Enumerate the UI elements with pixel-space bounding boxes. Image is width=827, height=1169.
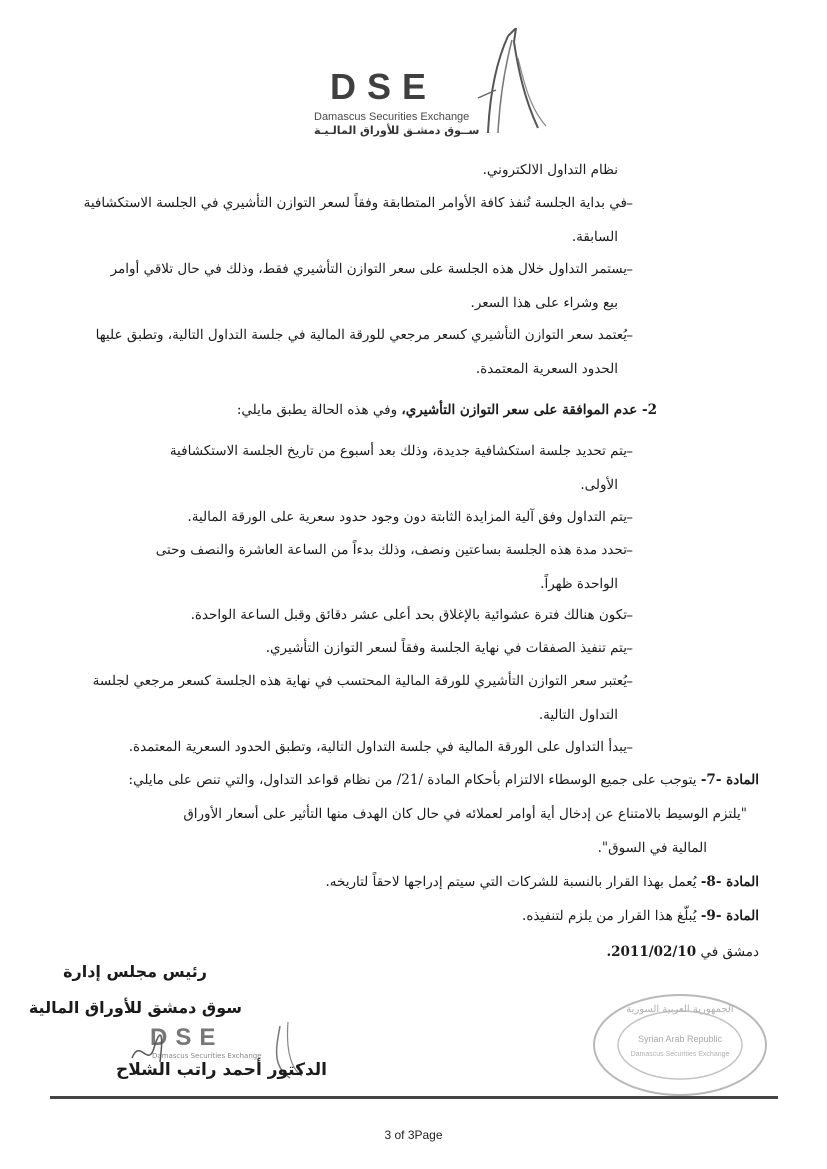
bullet-dash: – <box>626 262 633 278</box>
s2-bullet-4: تكون هنالك فترة عشوائية بالإغلاق بحد أعلى عشر دقائق وقبل الساعة الواحدة. <box>190 607 627 623</box>
stamp-english-text-1: Syrian Arab Republic <box>637 1034 723 1044</box>
signature-logo-wordmark: DSE <box>150 1024 224 1051</box>
intro-line: نظام التداول الالكتروني. <box>482 162 618 178</box>
section-2-heading <box>237 402 657 418</box>
article-8-text: يُعمل بهذا القرار بالنسبة للشركات التي سيتم إدراجها لاحقاً لتاريخه. <box>325 874 701 890</box>
stamp-seal-icon <box>590 990 770 1100</box>
bullet-dash: – <box>626 444 633 460</box>
document-date <box>606 944 759 960</box>
footer-divider <box>50 1096 778 1099</box>
section-2-intro: وفي هذه الحالة يطبق مايلي: <box>236 402 402 418</box>
date-value: 2011/02/10. <box>606 944 697 960</box>
stamp-arabic-text: الجمهورية العربية السورية <box>626 1004 734 1015</box>
s2-bullet-2: يتم التداول وفق آلية المزايدة الثابتة دون وجود حدود سعرية على الورقة المالية. <box>187 509 627 525</box>
bullet-dash: – <box>626 543 633 559</box>
dse-header-logo <box>300 28 560 138</box>
s2-bullet-3-line-b: الواحدة ظهراً. <box>540 576 618 592</box>
s2-bullet-7: يبدأ التداول على الورقة المالية في جلسة التداول التالية، وتطبق الحدود السعرية المعتمدة. <box>128 739 627 755</box>
bullet-dash: – <box>626 608 633 624</box>
signatory-name: الدكتور أحمد راتب الشلاح <box>115 1060 327 1080</box>
logo-wordmark: DSE <box>330 66 438 107</box>
date-prefix: دمشق في <box>696 944 759 960</box>
article-7 <box>129 772 759 788</box>
bullet-3-line-a: يُعتمد سعر التوازن التأشيري كسعر مرجعي للورقة المالية في جلسة التداول التالية، وتطبق عليها <box>95 327 627 343</box>
stamp-english-text-2: Damascus Securities Exchange <box>630 1051 730 1058</box>
article-8 <box>325 874 759 890</box>
bullet-dash: – <box>626 196 633 212</box>
bullet-2-line-b: بيع وشراء على هذا السعر. <box>470 295 618 311</box>
bullet-dash: – <box>626 740 633 756</box>
s2-bullet-1-line-a: يتم تحديد جلسة استكشافية جديدة، وذلك بعد أسبوع من تاريخ الجلسة الاستكشافية <box>169 443 627 459</box>
article-9-label: المادة -9- <box>700 908 759 924</box>
article-7-label: المادة -7- <box>700 772 759 788</box>
bullet-1-line-a: في بداية الجلسة تُنفذ كافة الأوامر المتطابقة وفقاً لسعر التوازن التأشيري في الجلسة الاستكشافية <box>83 195 627 211</box>
logo-arch-icon <box>468 28 558 138</box>
signature-logo-english: Damascus Securities Exchange <box>152 1052 262 1060</box>
article-7-text: يتوجب على جميع الوسطاء الالتزام بأحكام المادة /21/ من نظام قواعد التداول، والتي تنص على مايلي: <box>128 772 701 788</box>
s2-bullet-1-line-b: الأولى. <box>580 477 618 493</box>
bullet-dash: – <box>626 328 633 344</box>
quote-line-a: "يلتزم الوسيط بالامتناع عن إدخال أية أوامر لعملائه في حال كان الهدف منها التأثير على أسعار الأوراق <box>183 806 747 822</box>
s2-bullet-6-line-b: التداول التالية. <box>538 707 618 723</box>
official-stamp <box>590 990 770 1100</box>
bullet-2-line-a: يستمر التداول خلال هذه الجلسة على سعر التوازن التأشيري فقط، وذلك في حال تلاقي أوامر <box>110 261 627 277</box>
bullet-1-line-b: السابقة. <box>571 229 618 245</box>
bullet-3-line-b: الحدود السعرية المعتمدة. <box>475 361 618 377</box>
article-9 <box>522 908 759 924</box>
article-8-label: المادة -8- <box>700 874 759 890</box>
signature-title-1: رئيس مجلس إدارة <box>63 962 207 981</box>
bullet-dash: – <box>626 510 633 526</box>
s2-bullet-6-line-a: يُعتبر سعر التوازن التأشيري للورقة المالية المحتسب في نهاية هذه الجلسة كسعر مرجعي لجلسة <box>92 673 627 689</box>
page-number: 3 of 3Page <box>384 1128 443 1142</box>
bullet-dash: – <box>626 641 633 657</box>
s2-bullet-3-line-a: تحدد مدة هذه الجلسة بساعتين ونصف، وذلك بدءاً من الساعة العاشرة والنصف وحتى <box>155 542 627 558</box>
s2-bullet-5: يتم تنفيذ الصفقات في نهاية الجلسة وفقاً لسعر التوازن التأشيري. <box>265 640 627 656</box>
section-2-title: 2- عدم الموافقة على سعر التوازن التأشيري، <box>401 402 657 418</box>
logo-arabic-name: ســوق دمشـق للأوراق المالـيـة <box>314 124 480 137</box>
logo-english-name: Damascus Securities Exchange <box>314 111 470 123</box>
bullet-dash: – <box>626 674 633 690</box>
signature-title-2: سوق دمشق للأوراق المالية <box>28 998 242 1017</box>
article-9-text: يُبلّغ هذا القرار من يلزم لتنفيذه. <box>522 908 701 924</box>
quote-line-b: المالية في السوق". <box>597 840 707 856</box>
